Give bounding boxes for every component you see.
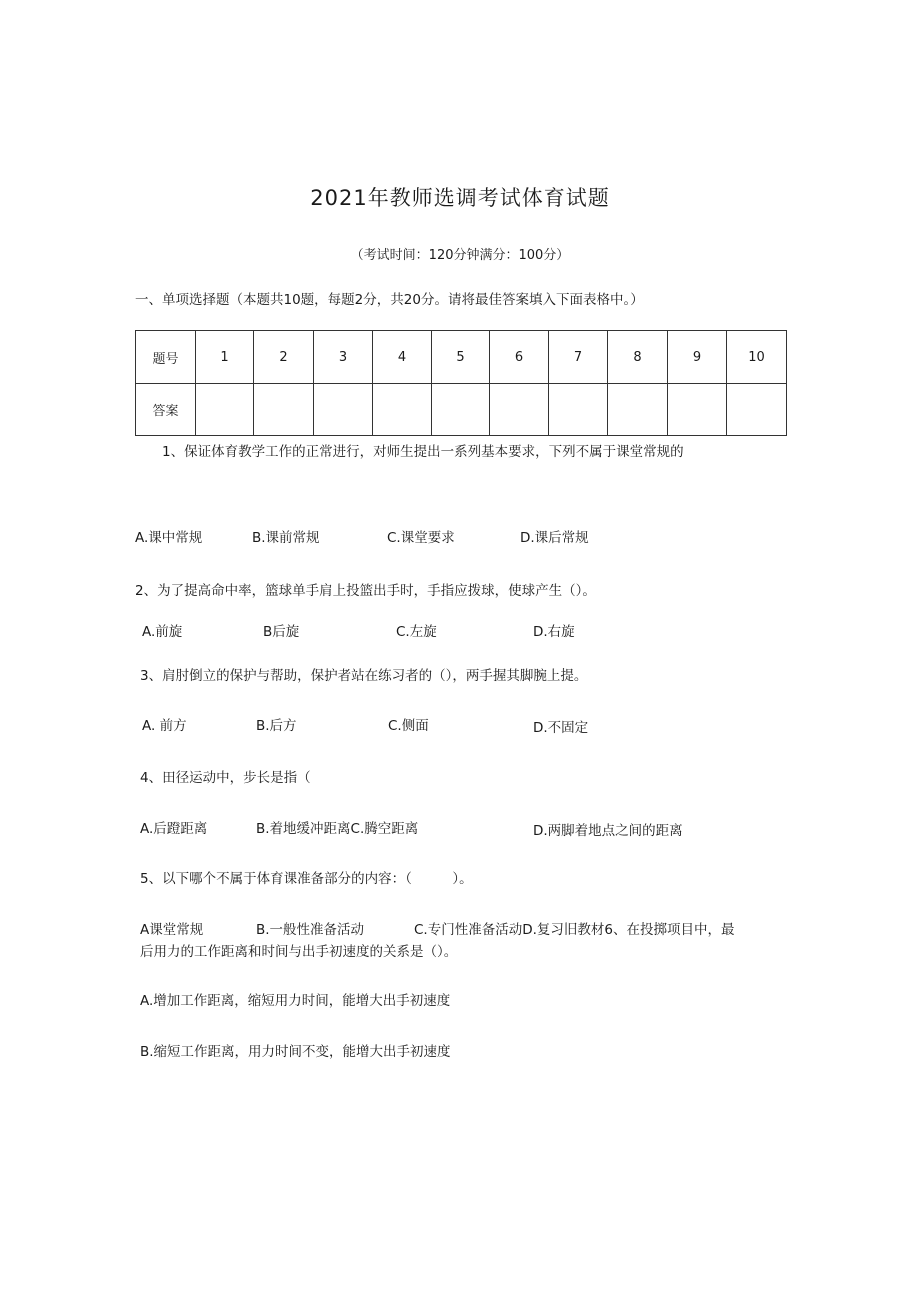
- question-number-cell: 10: [727, 331, 787, 384]
- question-5-stem: 5、以下哪个不属于体育课准备部分的内容：（ ）。: [140, 871, 473, 887]
- q2-option-c: C.左旋: [396, 624, 437, 640]
- answer-cell[interactable]: [668, 384, 727, 436]
- answer-cell[interactable]: [432, 384, 490, 436]
- answer-cell[interactable]: [373, 384, 432, 436]
- question-number-cell: 7: [549, 331, 608, 384]
- question-number-cell: 5: [432, 331, 490, 384]
- q2-option-b: B后旋: [263, 624, 300, 640]
- q3-option-c: C.侧面: [388, 718, 429, 734]
- question-number-cell: 4: [373, 331, 432, 384]
- q5-option-a: A课堂常规: [140, 922, 204, 938]
- question-2-stem: 2、为了提高命中率，篮球单手肩上投篮出手时，手指应拨球，使球产生（）。: [135, 583, 596, 599]
- q1-option-a: A.课中常规: [135, 530, 203, 546]
- answer-cell[interactable]: [549, 384, 608, 436]
- q1-option-b: B.课前常规: [252, 530, 320, 546]
- question-4-stem: 4、田径运动中，步长是指（: [140, 770, 311, 786]
- q5-option-cd-q6-stem: C.专门性准备活动D.复习旧教材6、在投掷项目中，最: [414, 922, 735, 938]
- q4-option-bc: B.着地缓冲距离C.腾空距离: [256, 821, 419, 837]
- q3-option-a: A. 前方: [142, 718, 187, 734]
- q5-option-b: B.一般性准备活动: [256, 922, 365, 938]
- q6-option-a: A.增加工作距离，缩短用力时间，能增大出手初速度: [140, 993, 451, 1009]
- question-number-cell: 2: [254, 331, 314, 384]
- page-title: 2021年教师选调考试体育试题: [310, 186, 610, 210]
- answer-cell[interactable]: [314, 384, 373, 436]
- q4-option-d: D.两脚着地点之间的距离: [533, 823, 683, 839]
- answer-cell[interactable]: [254, 384, 314, 436]
- table-row: [136, 331, 787, 384]
- question-number-cell: 6: [490, 331, 549, 384]
- exam-info: （考试时间：120分钟满分：100分）: [350, 248, 570, 263]
- q2-option-d: D.右旋: [533, 624, 575, 640]
- question-number-cell: 3: [314, 331, 373, 384]
- answer-cell[interactable]: [727, 384, 787, 436]
- answer-table: [135, 330, 787, 436]
- q6-option-b: B.缩短工作距离，用力时间不变，能增大出手初速度: [140, 1044, 451, 1060]
- question-6-stem-cont: 后用力的工作距离和时间与出手初速度的关系是（）。: [140, 944, 458, 960]
- q2-option-a: A.前旋: [142, 624, 183, 640]
- q3-option-b: B.后方: [256, 718, 297, 734]
- q1-option-c: C.课堂要求: [387, 530, 455, 546]
- question-3-stem: 3、肩肘倒立的保护与帮助，保护者站在练习者的（），两手握其脚腕上提。: [140, 668, 588, 684]
- q1-option-d: D.课后常规: [520, 530, 589, 546]
- section-heading: 一、单项选择题（本题共10题，每题2分，共20分。请将最佳答案填入下面表格中。）: [135, 292, 644, 308]
- answer-cell[interactable]: [196, 384, 254, 436]
- q4-option-a: A.后蹬距离: [140, 821, 208, 837]
- q3-option-d: D.不固定: [533, 720, 589, 736]
- answer-cell[interactable]: [490, 384, 549, 436]
- question-number-cell: 1: [196, 331, 254, 384]
- question-number-cell: 8: [608, 331, 668, 384]
- answer-cell[interactable]: [608, 384, 668, 436]
- row-label-answer: 答案: [136, 384, 196, 436]
- question-number-cell: 9: [668, 331, 727, 384]
- table-row: [136, 384, 787, 436]
- row-label-number: 题号: [136, 331, 196, 384]
- question-1-stem: 1、保证体育教学工作的正常进行，对师生提出一系列基本要求，下列不属于课堂常规的: [162, 444, 684, 460]
